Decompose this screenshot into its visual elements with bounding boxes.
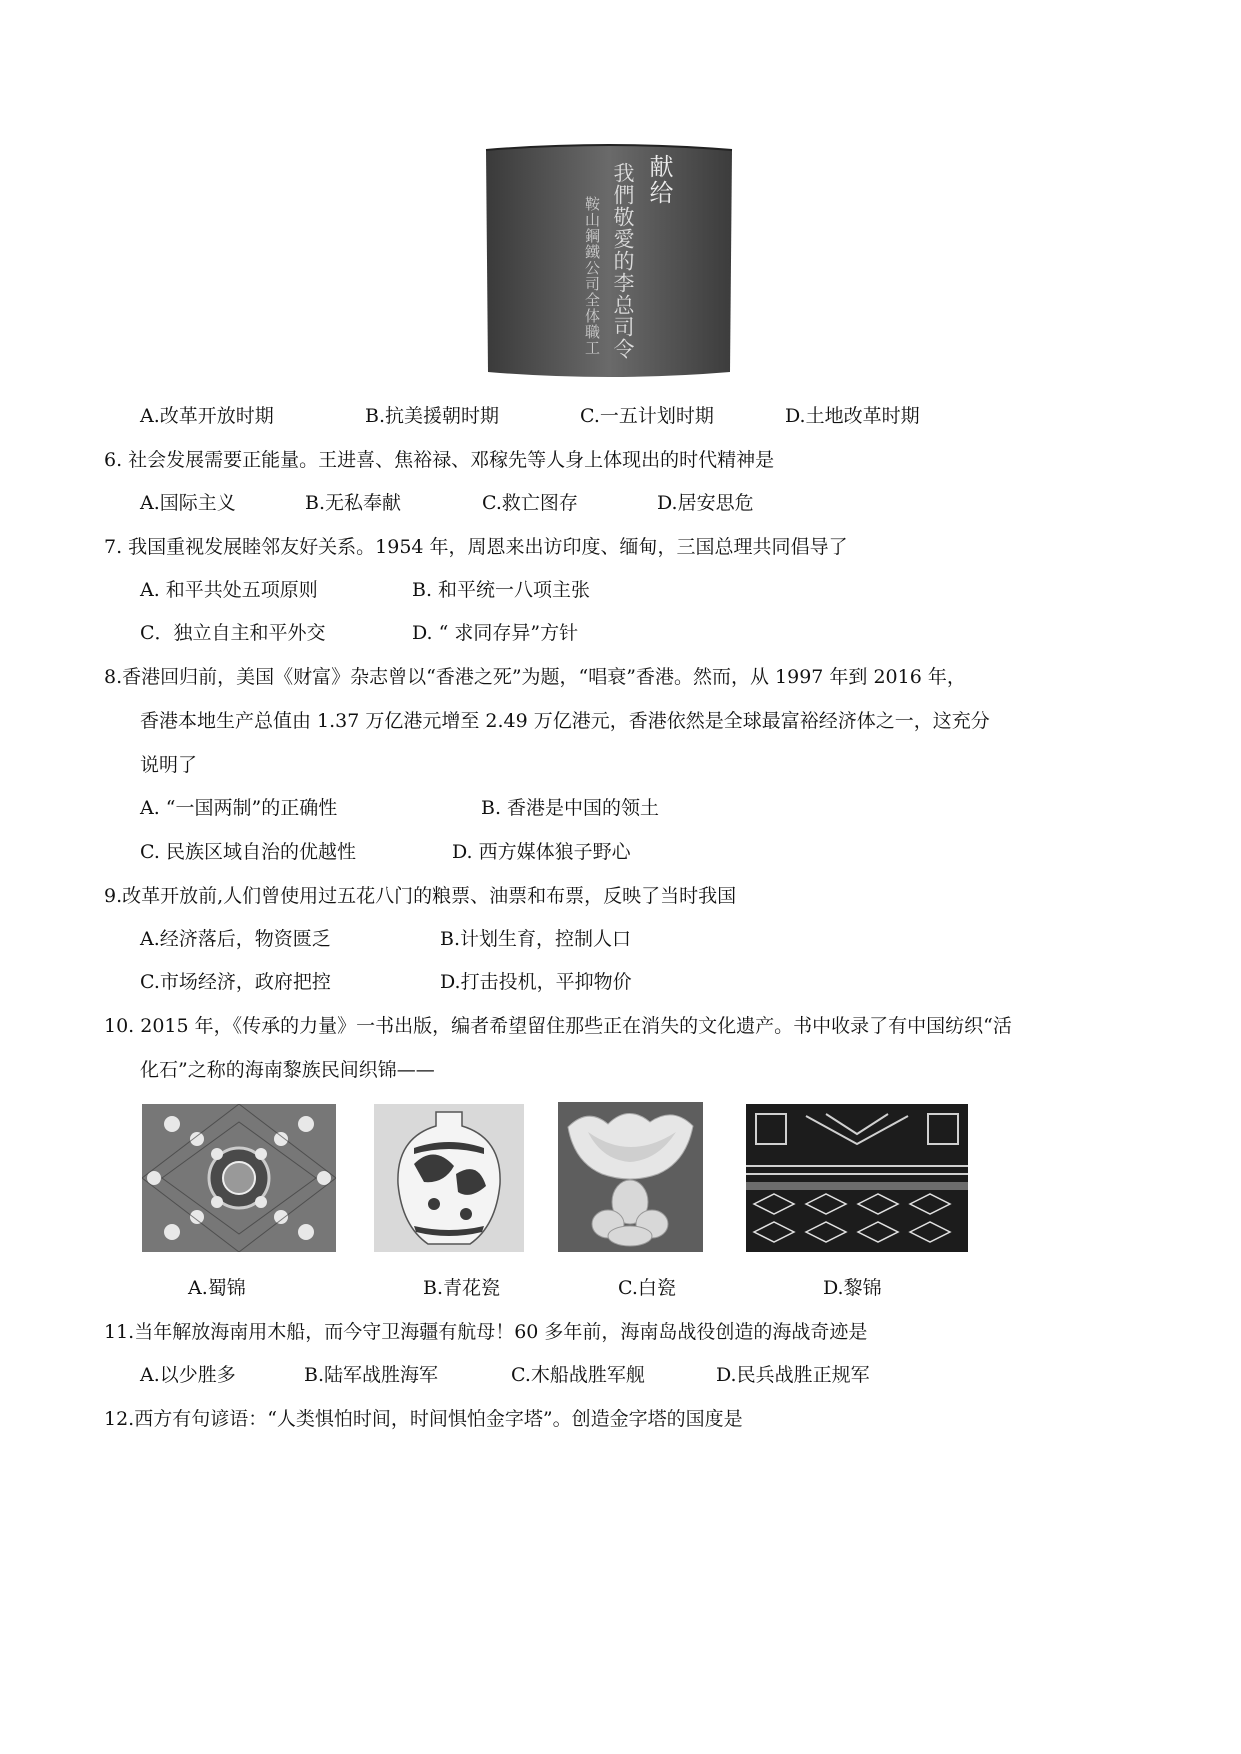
q10-option-b: B.青花瓷 [423,1277,501,1299]
q5-option-b: B.抗美援朝时期 [365,405,500,427]
q7-stem: 7. 我国重视发展睦邻友好关系。1954 年，周恩来出访印度、缅甸，三国总理共同倡导了 [104,536,848,558]
q7-option-d: D. “ 求同存异”方针 [412,622,579,644]
inscription-line-3: 鞍山鋼鐵公司全体職工 [583,196,601,356]
q5-option-c: C.一五计划时期 [580,405,714,427]
q9-stem: 9.改革开放前,人们曾使用过五花八门的粮票、油票和布票，反映了当时我国 [104,885,737,907]
q6-option-a: A.国际主义 [140,492,236,514]
brush-pot-photo [478,140,740,382]
q8-option-c: C. 民族区域自治的优越性 [140,841,356,863]
q9-option-b: B.计划生育，控制人口 [440,928,632,950]
q5-option-a: A.改革开放时期 [140,405,274,427]
q9-option-a: A.经济落后，物资匮乏 [140,928,331,950]
li-brocade-image [746,1104,968,1252]
q8-option-a: A. “一国两制”的正确性 [140,797,338,819]
q10-stem-line-2: 化石”之称的海南黎族民间织锦—— [140,1059,435,1081]
q8-option-b: B. 香港是中国的领土 [481,797,660,819]
inscription-line-2: 我們敬愛的李总司令 [611,162,635,360]
q6-option-d: D.居安思危 [657,492,754,514]
q10-stem-line-1: 10. 2015 年，《传承的力量》一书出版，编者希望留住那些正在消失的文化遗产。书中收录了有中国纺织“活 [104,1015,1012,1037]
q11-stem: 11.当年解放海南用木船，而今守卫海疆有航母！60 多年前，海南岛战役创造的海战奇迹是 [104,1321,868,1343]
q11-option-a: A.以少胜多 [140,1364,236,1386]
blue-white-porcelain-image [374,1104,524,1252]
q8-stem-line-1: 8.香港回归前，美国《财富》杂志曾以“香港之死”为题，“唱衰”香港。然而，从 1997 年到 2016 年， [104,666,966,688]
q7-option-a: A. 和平共处五项原则 [140,579,318,601]
q10-option-a: A.蜀锦 [188,1277,246,1299]
q10-option-d: D.黎锦 [823,1277,882,1299]
q9-option-d: D.打击投机，平抑物价 [440,971,632,993]
q11-option-c: C.木船战胜军舰 [511,1364,645,1386]
q11-option-d: D.民兵战胜正规军 [716,1364,870,1386]
q8-stem-line-2: 香港本地生产总值由 1.37 万亿港元增至 2.49 万亿港元，香港依然是全球最富裕经济体之一，这充分 [140,710,990,732]
shu-brocade-image [142,1104,336,1252]
q7-option-c: C．独立自主和平外交 [140,622,326,644]
q12-stem: 12.西方有句谚语：“人类惧怕时间，时间惧怕金字塔”。创造金字塔的国度是 [104,1408,743,1430]
q8-option-d: D. 西方媒体狼子野心 [452,841,631,863]
q10-option-c: C.白瓷 [618,1277,676,1299]
q6-stem: 6. 社会发展需要正能量。王进喜、焦裕禄、邓稼先等人身上体现出的时代精神是 [104,449,775,471]
q5-option-d: D.土地改革时期 [785,405,920,427]
q7-option-b: B. 和平统一八项主张 [412,579,591,601]
q9-option-c: C.市场经济，政府把控 [140,971,331,993]
q6-option-c: C.救亡图存 [482,492,578,514]
white-porcelain-image [558,1102,703,1252]
q8-stem-line-3: 说明了 [140,754,198,776]
q11-option-b: B.陆军战胜海军 [304,1364,439,1386]
inscription-line-1: 献给 [645,154,673,206]
q6-option-b: B.无私奉献 [305,492,402,514]
